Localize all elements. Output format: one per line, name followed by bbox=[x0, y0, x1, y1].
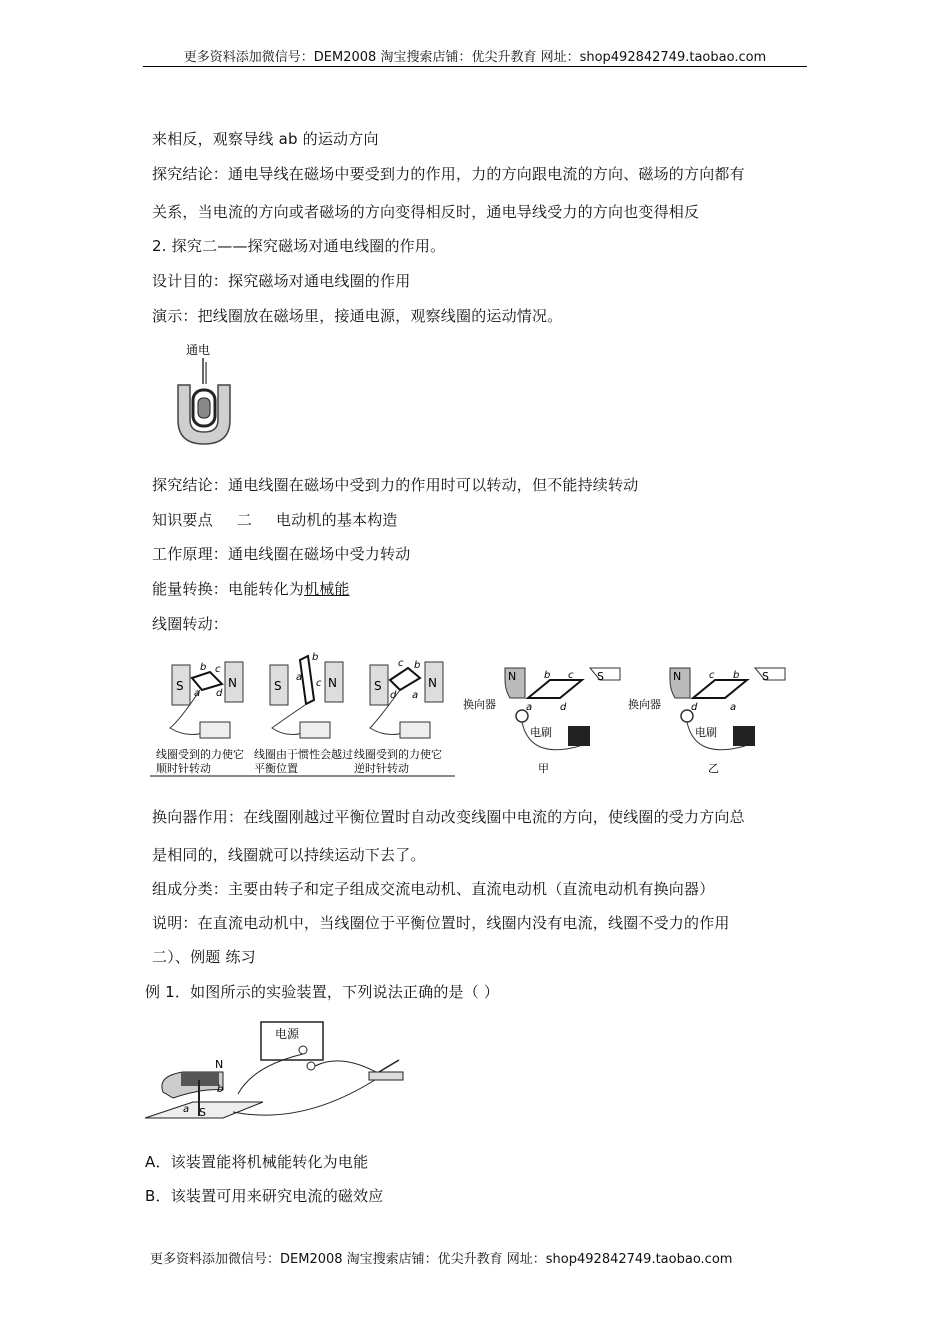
coil-in-magnet-figure bbox=[168, 340, 240, 452]
caption-2b: 平衡位置 bbox=[254, 762, 298, 775]
text-line: 2. 探究二——探究磁场对通电线圈的作用。 bbox=[152, 237, 446, 255]
pole-s: S bbox=[274, 679, 282, 693]
caption-3a: 线圈受到的力使它 bbox=[354, 748, 442, 761]
pole-n: N bbox=[508, 670, 517, 683]
label-c: c bbox=[709, 670, 715, 681]
text-line: 工作原理：通电线圈在磁场中受力转动 bbox=[152, 545, 411, 563]
pole-s: S bbox=[199, 1106, 206, 1119]
label-a: a bbox=[730, 702, 737, 713]
panel-3 bbox=[354, 658, 443, 775]
option-b: B．该装置可用来研究电流的磁效应 bbox=[145, 1187, 384, 1205]
text-line: 组成分类：主要由转子和定子组成交流电动机、直流电动机（直流电动机有换向器） bbox=[152, 880, 715, 898]
caption-1a: 线圈受到的力使它 bbox=[156, 748, 244, 761]
pole-s: S bbox=[176, 679, 184, 693]
commutator-label: 换向器 bbox=[628, 698, 661, 711]
panel-jia bbox=[463, 668, 620, 775]
label-a: a bbox=[526, 702, 533, 713]
label-d: d bbox=[560, 702, 567, 713]
label-b: b bbox=[312, 652, 319, 663]
power-label: 电源 bbox=[275, 1027, 300, 1041]
label-a: a bbox=[183, 1104, 190, 1115]
text-line: 探究结论：通电导线在磁场中要受到力的作用，力的方向跟电流的方向、磁场的方向都有 bbox=[152, 165, 745, 183]
text-line: 设计目的：探究磁场对通电线圈的作用 bbox=[152, 272, 411, 290]
motor-rotation-figure bbox=[150, 650, 790, 780]
label-c: c bbox=[568, 670, 574, 681]
label-b: b bbox=[544, 670, 551, 681]
section-title: 电动机的基本构造 bbox=[276, 511, 398, 529]
page-header: 更多资料添加微信号：DEM2008 淘宝搜索店铺：优尖升教育 网址：shop492842749.taobao.com bbox=[183, 50, 767, 65]
question-stem: 例 1．如图所示的实验装置，下列说法正确的是（ ） bbox=[145, 983, 500, 1001]
label-a: a bbox=[194, 688, 201, 699]
pole-n: N bbox=[328, 676, 337, 690]
fig1-label: 通电 bbox=[186, 343, 211, 357]
label-c: c bbox=[316, 678, 322, 689]
commutator-label: 换向器 bbox=[463, 698, 496, 711]
pole-n: N bbox=[428, 676, 437, 690]
text-line: 探究结论：通电线圈在磁场中受到力的作用时可以转动，但不能持续转动 bbox=[152, 476, 639, 494]
text-line: 说明：在直流电动机中，当线圈位于平衡位置时，线圈内没有电流，线圈不受力的作用 bbox=[152, 914, 730, 932]
label-d: d bbox=[390, 690, 397, 701]
label-d: d bbox=[216, 688, 223, 699]
panel-1 bbox=[156, 662, 244, 775]
text-line: 二）、例题 练习 bbox=[152, 948, 256, 966]
caption-1b: 顺时针转动 bbox=[156, 762, 211, 775]
energy-label: 能量转换：电能转化为 bbox=[152, 580, 305, 598]
apparatus-figure bbox=[143, 1016, 413, 1128]
text-line: 关系，当电流的方向或者磁场的方向变得相反时，通电导线受力的方向也变得相反 bbox=[152, 203, 700, 221]
text-line bbox=[152, 509, 398, 530]
pole-n: N bbox=[673, 670, 682, 683]
text-line: 演示：把线圈放在磁场里，接通电源，观察线圈的运动情况。 bbox=[152, 307, 563, 325]
label-d: d bbox=[691, 702, 698, 713]
brush-label: 电刷 bbox=[695, 726, 717, 739]
page-footer: 更多资料添加微信号：DEM2008 淘宝搜索店铺：优尖升教育 网址：shop492842749.taobao.com bbox=[150, 1252, 733, 1267]
pole-s: S bbox=[597, 670, 604, 683]
panel-2 bbox=[254, 652, 353, 775]
label-yi: 乙 bbox=[708, 762, 719, 775]
text-line: 换向器作用：在线圈刚越过平衡位置时自动改变线圈中电流的方向，使线圈的受力方向总 bbox=[152, 808, 745, 826]
text-line bbox=[152, 578, 350, 599]
energy-underlined: 机械能 bbox=[304, 580, 350, 598]
label-c: c bbox=[398, 658, 404, 669]
brush-label: 电刷 bbox=[530, 726, 552, 739]
label-b: b bbox=[733, 670, 740, 681]
section-number: 二 bbox=[236, 511, 253, 529]
label-b: b bbox=[200, 662, 207, 673]
label-b: b bbox=[414, 660, 421, 671]
label-b: b bbox=[217, 1084, 224, 1095]
pole-n: N bbox=[228, 676, 237, 690]
pole-n: N bbox=[215, 1058, 224, 1071]
section-label: 知识要点 bbox=[152, 511, 213, 529]
panel-yi bbox=[628, 668, 785, 775]
text-line: 来相反，观察导线 ab 的运动方向 bbox=[152, 130, 379, 148]
label-a: a bbox=[296, 672, 303, 683]
label-c: c bbox=[215, 664, 221, 675]
caption-3b: 逆时针转动 bbox=[354, 762, 409, 775]
header-rule bbox=[143, 66, 807, 67]
caption-2a: 线圈由于惯性会越过 bbox=[254, 748, 353, 761]
text-line: 线圈转动： bbox=[152, 615, 229, 633]
label-a: a bbox=[412, 690, 419, 701]
pole-s: S bbox=[374, 679, 382, 693]
pole-s: S bbox=[762, 670, 769, 683]
label-jia: 甲 bbox=[538, 762, 549, 775]
text-line: 是相同的，线圈就可以持续运动下去了。 bbox=[152, 846, 426, 864]
option-a: A．该装置能将机械能转化为电能 bbox=[145, 1153, 369, 1171]
